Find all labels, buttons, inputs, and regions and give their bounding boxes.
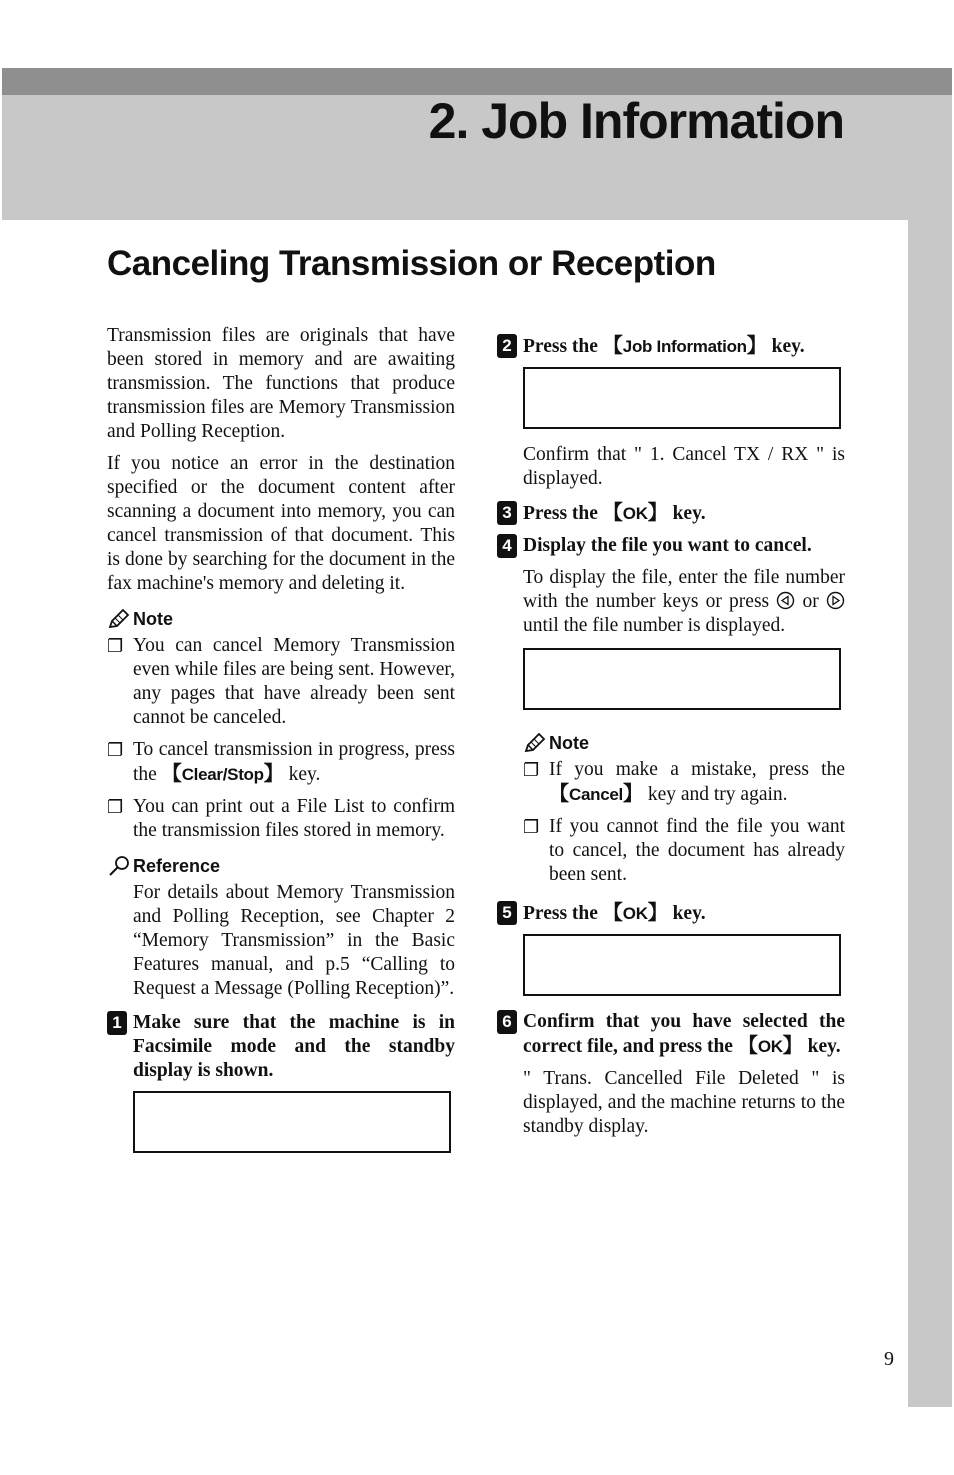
ok-key: OK — [622, 504, 648, 523]
cancel-key: Cancel — [569, 785, 623, 804]
step-text-after: key. — [667, 903, 706, 924]
note-heading-label: Note — [133, 608, 173, 629]
left-circle-arrow-icon — [776, 591, 795, 610]
step-number: 5 — [497, 901, 517, 925]
step-text: Press the 【OK】 key. — [523, 902, 706, 924]
chapter-band-top — [2, 68, 952, 95]
step-text: Press the 【OK】 key. — [523, 502, 706, 524]
pencil-icon — [107, 608, 131, 630]
note-item-text: You can print out a File List to confirm the transmission files stored in memory. — [133, 796, 455, 841]
note-item-text: If you make a mistake, press the 【Cancel】 key and try again. — [549, 759, 845, 805]
intro-paragraph-2: If you notice an error in the destination specified or the document content after scanning a document into memory, you can cancel transmission of that document. This is done by searching for the document in the fax machine's memory and deleting it. — [107, 453, 455, 594]
step-3 — [497, 501, 845, 526]
note-item — [523, 815, 845, 887]
step-text-after: key. — [667, 503, 706, 524]
chapter-title: 2. Job Information — [428, 93, 844, 149]
lcd-line-1-suffix — [765, 994, 837, 996]
step-text: Make sure that the machine is in Facsimile mode and the standby display is shown. — [133, 1012, 455, 1081]
magnifier-icon — [107, 855, 131, 877]
note-item — [107, 738, 455, 787]
lcd-line-1 — [527, 708, 839, 710]
step-6 — [497, 1010, 845, 1059]
step-text: Confirm that you have selected the correct file, and press the 【OK】 key. — [523, 1011, 845, 1057]
lcd-display-job-info — [523, 367, 841, 429]
step-text-before: Press the — [523, 503, 603, 524]
note-item-text-after: key and try again. — [642, 784, 788, 805]
intro-paragraph-1: Transmission files are originals that have been stored in memory and are awaiting transmission. The functions that produce transmission files are Memory Transmission and Polling Reception. — [107, 325, 455, 442]
step-number: 3 — [497, 501, 517, 525]
pencil-icon — [523, 732, 547, 754]
note-heading-label: Note — [549, 732, 589, 753]
note-item-text: To cancel transmission in progress, press the 【Clear/Stop】 key. — [133, 739, 455, 785]
lcd-line-1-text — [527, 708, 712, 710]
note-item-text-before: To cancel transmission in progress, press the — [133, 739, 455, 785]
note-item — [107, 634, 455, 730]
note-item-text: If you cannot find the file you want to cancel, the document has already been sent. — [549, 816, 845, 885]
right-circle-arrow-icon — [826, 591, 845, 610]
step-text: Display the file you want to cancel. — [523, 535, 812, 556]
note-item — [107, 795, 455, 843]
step-text-after: key. — [802, 1036, 841, 1057]
step-number: 1 — [107, 1011, 127, 1035]
step-text-before: Press the — [523, 903, 603, 924]
section-title: Canceling Transmission or Reception — [107, 244, 716, 283]
lcd-line-1 — [527, 994, 839, 996]
lcd-line-1 — [137, 1151, 449, 1153]
note-heading — [107, 608, 455, 630]
step-2-body: Confirm that " 1. Cancel TX / RX " is displayed. — [523, 444, 845, 489]
job-information-key: Job Information — [622, 337, 747, 356]
checkbox-bullet-icon: ❐ — [107, 636, 124, 656]
step-text-before: Press the — [523, 336, 603, 357]
lcd-suffix — [791, 994, 837, 996]
step-2 — [497, 334, 845, 359]
reference-heading — [107, 855, 455, 877]
step-number: 2 — [497, 334, 517, 358]
lcd-display-cancel-file — [523, 648, 841, 710]
checkbox-bullet-icon: ❐ — [523, 817, 540, 837]
note-item-text-before: If you make a mistake, press the — [549, 759, 845, 780]
side-strip — [908, 220, 952, 1407]
step-4 — [497, 534, 845, 558]
checkbox-bullet-icon: ❐ — [107, 797, 124, 817]
note-item — [523, 758, 845, 807]
step-number: 4 — [497, 534, 517, 558]
step-1 — [107, 1011, 455, 1083]
left-column — [107, 324, 455, 1167]
right-column — [497, 334, 845, 1149]
lcd-suffix — [791, 708, 837, 710]
lcd-line-1-text — [527, 994, 635, 996]
step-5 — [497, 901, 845, 926]
note-heading — [523, 732, 845, 754]
lcd-line-1-suffix — [765, 708, 837, 710]
step-number: 6 — [497, 1010, 517, 1034]
step-4-body-mid: or — [795, 591, 826, 612]
reference-heading-label: Reference — [133, 855, 221, 876]
note-item-text-after: key. — [283, 764, 321, 785]
ok-key: OK — [622, 904, 648, 923]
checkbox-bullet-icon: ❐ — [107, 740, 124, 760]
step-text: Press the 【Job Information】 key. — [523, 335, 805, 357]
lcd-line-1 — [527, 427, 839, 429]
step-text-after: key. — [766, 336, 805, 357]
lcd-display-cancel-confirm — [523, 934, 841, 996]
ok-key: OK — [757, 1037, 783, 1056]
clear-stop-key: Clear/Stop — [181, 765, 264, 784]
lcd-display-standby — [133, 1091, 451, 1153]
step-4-body — [523, 566, 845, 638]
note-item-text: You can cancel Memory Transmission even while files are being sent. However, any pages that have already been sent cannot be canceled. — [133, 635, 455, 728]
page-number: 9 — [884, 1348, 894, 1370]
checkbox-bullet-icon: ❐ — [523, 760, 540, 780]
step-4-body-before: To display the file, enter the file number with the number keys or press — [523, 567, 845, 612]
lcd-line-1-text — [157, 1151, 451, 1153]
step-6-body: " Trans. Cancelled File Deleted " is displayed, and the machine returns to the standby display. — [523, 1068, 845, 1137]
step-4-body-after: until the file number is displayed. — [523, 615, 786, 636]
reference-text: For details about Memory Transmission and Polling Reception, see Chapter 2 “Memory Transmission” in the Basic Features manual, and p.5 “Calling to Request a Message (Polling Reception)”. — [133, 882, 455, 999]
step-text-before: Confirm that you have selected the correct file, and press the — [523, 1011, 845, 1057]
